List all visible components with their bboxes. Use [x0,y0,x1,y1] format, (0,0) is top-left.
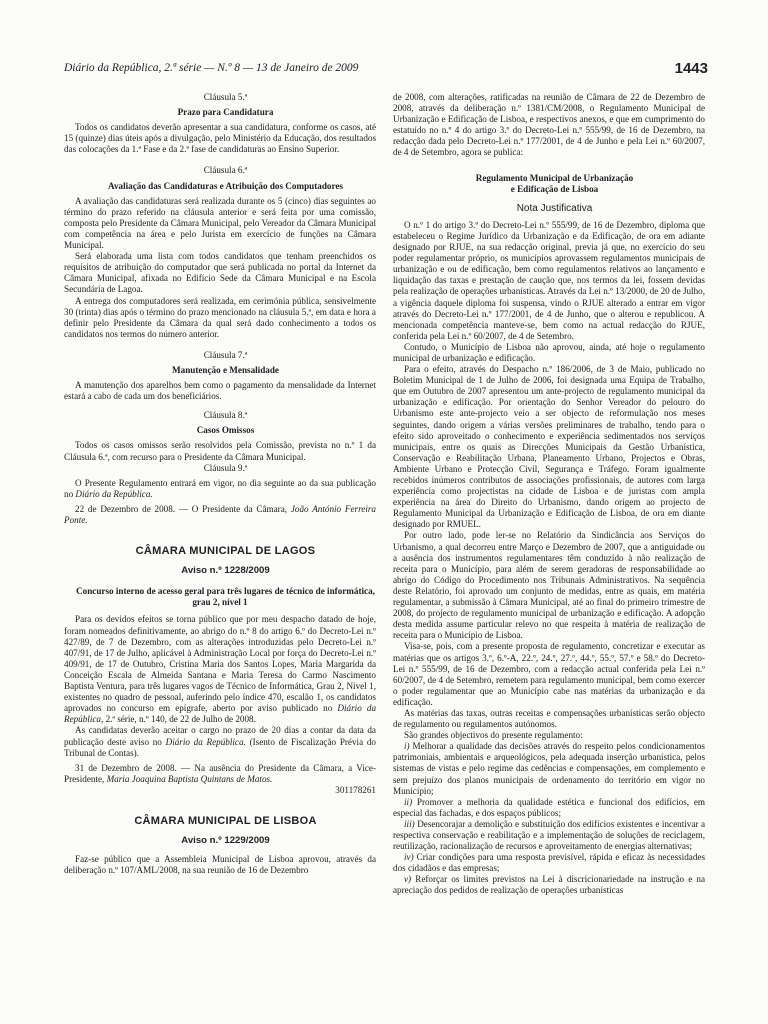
lisboa-notice-number: Aviso n.º 1229/2009 [181,835,270,847]
page-header [64,60,708,82]
clause-5-paragraph: Todos os candidatos deverão apresentar a sua candidatura, conforme os casos, até 15 (quinze) dias úteis após a divulgação, pelo Ministério da Educação, dos resultados das colocações da 1.ª Fase e da 2.ª fase de candidaturas ao Ensino Superior. [64,122,376,155]
clause-6-heading: Cláusula 6.ª [203,165,248,176]
clause-5-heading: Cláusula 5.ª [203,92,248,102]
clause-6-paragraph-1: A avaliação das candidaturas será realizada durante os 5 (cinco) dias seguintes ao término do prazo referido na cláusula anterior e será feita por uma comissão, composta pelo Presidente da Câmara Municipal, pelo Vereador da Câmara Municipal com competência na área e pelo Jurista em exercício de funções na Câmara Municipal. [64,195,376,251]
lisboa-paragraph-1: Faz-se público que a Assembleia Municipal de Lisboa aprovou, através da deliberação n.º 107/AML/2008, na sua reunião de 16 de Dezembro [64,854,376,876]
clause-8-heading: Cláusula 8.ª [203,410,248,421]
page-number: 1443 [674,60,708,77]
left-column [64,92,376,876]
right-column [393,92,705,897]
clause-6-paragraph-3: A entrega dos computadores será realizada, em cerimónia pública, sensivelmente 30 (trinta) dias após o término do prazo mencionado na cláusula 5.ª, em data e hora a definir pelo Presidente da Câmara da qual será dado conhecimento a todos os candidatos nos termos do número anterior. [64,295,376,339]
lagos-notice-number: Aviso n.º 1228/2009 [181,565,270,577]
justification-paragraph-5: Visa-se, pois, com a presente proposta de regulamento, concretizar e executar as matérias que os artigos 3.º, 6.º-A, 22.º, 24.º, 27.º, 44.º, 55.º, 57.º e 58.º do Decreto-Lei n.º 555/99, de 16 de Dezembro, com a redacção actual conferida pela Lei n.º 60/2007, de 4 de Setembro, remetem para regulamento municipal, bem como exercer o poder regulamentar que ao Município cabe nas matérias da urbanização e da edificação. [393,641,705,707]
clause-6-title: Avaliação das Candidaturas e Atribuição dos Computadores [108,180,343,191]
justification-paragraph-6: As matérias das taxas, outras receitas e compensações urbanísticas serão objecto de regulamento ou regulamentos autónomos. [393,707,705,730]
objective-item-4: iv) Criar condições para uma resposta previsível, rápida e eficaz às necessidades dos cidadãos e das empresas; [393,852,705,874]
regulation-title-line-2: e Edificação de Lisboa [510,183,599,194]
lagos-notice-title: Concurso interno de acesso geral para três lugares de técnico de informática, grau 2, nível 1 [76,586,375,608]
lagos-paragraph-1: Para os devidos efeitos se torna público que por meu despacho datado de hoje, foram nomeados definitivamente, ao abrigo do n.º 8 do artigo 6.º do Decreto-Lei n.º 427/89, de 7 de Dezembro, com as alterações introduzidas pelo Decreto-Lei n.º 407/91, de 17 de Julho, aplicável à Administração Local por força do Decreto-Lei n.º 409/91, de 17 de Outubro, Cristina Maria dos Santos Lopes, Maria Margarida da Conceição Escala de Almeida Santana e Maria Teresa do Carmo Nascimento Baptista Ventura, para três lugares vagos de Técnico de Informática, Grau 2, Nível 1, existentes no quadro de pessoal, auferindo pelo índice 470, escalão 1, os candidatos aprovados no concurso em epígrafe, aberto por aviso publicado no Diário da República, 2.ª série, n.º 140, de 22 de Julho de 2008. [64,614,377,725]
lagos-reference-number: 301178261 [335,784,376,795]
justification-paragraph-1: O n.º 1 do artigo 3.º do Decreto-Lei n.º 555/99, de 16 de Dezembro, diploma que estabeleceu o Regime Jurídico da Urbanização e da Edificação, de ora em adiante designado por RJUE, na sua redacção original, previa já que, no exercício do seu poder regulamentar próprio, os municípios aprovassem regulamentos municipais de urbanização e ou de edificação, bem como regulamentos relativos ao lançamento e liquidação das taxas e prestação de caução que, nos termos da lei, fossem devidas pela realização de operações urbanísticas. Através da Lei n.º 13/2000, de 20 de Julho, a vigência daquele diploma foi suspensa, vindo o RJUE alterado a entrar em vigor através do Decreto-Lei n.º 177/2001, de 4 de Junho, que o alterou e republicou. A mencionada competência manteve-se, bem como na actual redacção do RJUE, conferida pela Lei n.º 60/2007, de 4 de Setembro. [393,219,705,341]
clause-9-heading: Cláusula 9.ª [203,462,248,473]
justification-heading: Nota Justificativa [516,202,593,214]
continued-paragraph: de 2008, com alterações, ratificadas na reunião de Câmara de 22 de Dezembro de 2008, através da deliberação n.º 1381/CM/2008, o Regulamento Municipal de Urbanização e Edificação de Lisboa, e respectivos anexos, e que em cumprimento do estatuído no n.º 4 do artigo 3.º do Decreto-Lei n.º 555/99, de 16 de Dezembro, na redacção dada pelo Decreto-Lei n.º 177/2001, de 4 de Junho e pela Lei n.º 60/2007, de 4 de Setembro, agora se publica: [393,92,705,158]
clause-8-paragraph: Todos os casos omissos serão resolvidos pela Comissão, prevista no n.º 1 da Cláusula 6.ª, com recurso para o Presidente da Câmara Municipal. [64,440,376,462]
justification-paragraph-2: Contudo, o Município de Lisboa não aprovou, ainda, até hoje o regulamento municipal de urbanização e edificação. [393,341,705,363]
clause-7-heading: Cláusula 7.ª [203,349,248,360]
justification-paragraph-4: Por outro lado, pode ler-se no Relatório da Sindicância aos Serviços do Urbanismo, a qual decorreu entre Março e Dezembro de 2007, que a antiguidade ou a ausência dos instrumentos regulamentares têm conduzido à não realização de receita para o Município, para além de serem geradoras de responsabilidade ao abrigo do Código do Procedimento nos Tribunais Administrativos. Na sequência deste Relatório, foi aprovado um conjunto de medidas, entre as quais, em matéria regulamentar, a submissão à Câmara Municipal, até ao final do primeiro trimestre de 2008, do projecto de regulamento municipal de urbanização e edificação. A adopção desta medida assume particular relevo no que respeita à matéria de realização de receita para o Município de Lisboa. [393,530,705,641]
objective-item-1: i) Melhorar a qualidade das decisões através do respeito pelos condicionamentos patrimoniais, ambientais e arqueológicos, pela adequada inserção urbanística, pelos sistemas de vistas e pelo regime das cedências e compensações, em complemento e sem prejuízo dos planos municipais de ordenamento do território em vigor no Município; [393,741,705,796]
clause-7-title: Manutenção e Mensalidade [172,364,279,375]
lagos-paragraph-2: As candidatas deverão aceitar o cargo no prazo de 20 dias a contar da data da publicação deste aviso no Diário da República. (Isento de Fiscalização Prévia do Tribunal de Contas). [64,725,376,758]
lagos-signature: 31 de Dezembro de 2008. — Na ausência do Presidente da Câmara, a Vice-Presidente, Maria Joaquina Baptista Quintans de Matos. [64,762,376,784]
regulation-title-line-1: Regulamento Municipal de Urbanização [475,172,634,183]
clause-9-paragraph: O Presente Regulamento entrará em vigor, no dia seguinte ao da sua publicação no Diário da República. [64,477,376,499]
objective-item-2: ii) Promover a melhoria da qualidade estética e funcional dos edifícios, em especial das fachadas, e dos espaços públicos; [393,796,705,818]
justification-paragraph-3: Para o efeito, através do Despacho n.º 186/2006, de 3 de Maio, publicado no Boletim Municipal de 1 de Julho de 2006, foi designada uma Equipa de Trabalho, que em Outubro de 2007 apresentou um ante-projecto de regulamento municipal da urbanização e edificação. Por orientação do Senhor Vereador do pelouro do Urbanismo este ante-projecto veio a ser objecto de reformulação nos meses seguintes, dando origem a várias versões preliminares de trabalho, tendo para o efeito sido aproveitado o conhecimento e experiência sedimentados nos serviços municipais, entre os quais as Direcções Municipais da Gestão Urbanística, Conservação e Reabilitação Urbana, Planeamento Urbano, Projectos e Obras, Ambiente Urbano e Protecção Civil, Segurança e Tráfego. Foram igualmente recebidos inúmeros contributos de associações profissionais, de autores com larga experiência como projectistas na cidade de Lisboa e de juristas com ampla experiência na área do Direito do Urbanismo, dando origem ao projecto de Regulamento Municipal da Urbanização e Edificação de Lisboa, de ora em diante designado por RMUEL. [393,364,705,530]
objectives-intro: São grandes objectivos do presente regulamento: [404,730,583,741]
clause-8-title: Casos Omissos [196,425,255,436]
journal-title: Diário da República, 2.ª série — N.º 8 — 13 de Janeiro de 2009 [64,62,359,74]
signature-line: 22 de Dezembro de 2008. — O Presidente da Câmara, João António Ferreira Ponte. [64,503,376,525]
objective-item-5: v) Reforçar os limites previstos na Lei à discricionariedade na instrução e na apreciação dos pedidos de realização de operações urbanísticas [393,874,705,896]
objective-item-3: iii) Desencorajar a demolição e substituição dos edifícios existentes e incentivar a respectiva conservação e reabilitação e a implementação de soluções de reciclagem, reutilização, racionalização de recursos e aproveitamento de energias alternativas; [393,818,705,852]
lagos-section-heading: CÂMARA MUNICIPAL DE LAGOS [135,545,316,558]
clause-6-paragraph-2: Será elaborada uma lista com todos candidatos que tenham preenchidos os requisitos de atribuição do computador que será publicada no portal da Internet da Câmara Municipal, afixada no Edifício Sede da Câmara Municipal e na Escola Secundária de Lagoa. [64,251,376,295]
clause-5-title: Prazo para Candidatura [177,107,274,118]
clause-7-paragraph: A manutenção dos aparelhos bem como o pagamento da mensalidade da Internet estará a cabo de cada um dos beneficiários. [64,380,376,402]
lisboa-section-heading: CÂMARA MUNICIPAL DE LISBOA [134,814,317,827]
